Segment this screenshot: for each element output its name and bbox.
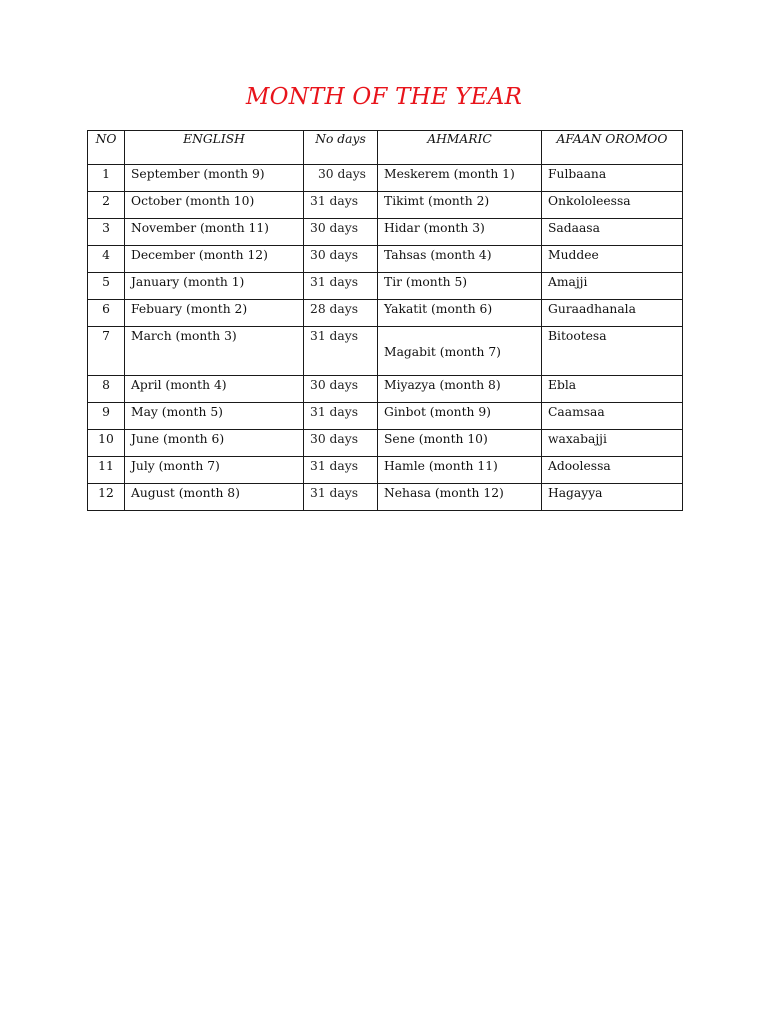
number-of-days: 31 days xyxy=(304,327,378,376)
row-number: 4 xyxy=(88,246,125,273)
table-row xyxy=(88,484,683,511)
english-month: December (month 12) xyxy=(125,246,304,273)
row-number: 7 xyxy=(88,327,125,376)
afaan-oromoo-month: Muddee xyxy=(542,246,683,273)
header-no: NO xyxy=(88,131,125,165)
number-of-days: 30 days xyxy=(304,430,378,457)
header-english: ENGLISH xyxy=(125,131,304,165)
english-month: October (month 10) xyxy=(125,192,304,219)
afaan-oromoo-month: Sadaasa xyxy=(542,219,683,246)
english-month: September (month 9) xyxy=(125,165,304,192)
row-number: 2 xyxy=(88,192,125,219)
afaan-oromoo-month: Caamsaa xyxy=(542,403,683,430)
number-of-days: 31 days xyxy=(304,457,378,484)
afaan-oromoo-month: Hagayya xyxy=(542,484,683,511)
afaan-oromoo-month: Onkololeessa xyxy=(542,192,683,219)
afaan-oromoo-month: Fulbaana xyxy=(542,165,683,192)
afaan-oromoo-month: Guraadhanala xyxy=(542,300,683,327)
ahmaric-month: Ginbot (month 9) xyxy=(378,403,542,430)
table-row xyxy=(88,403,683,430)
english-month: July (month 7) xyxy=(125,457,304,484)
header-ahmaric: AHMARIC xyxy=(378,131,542,165)
table-row xyxy=(88,300,683,327)
header-afaan-oromoo: AFAAN OROMOO xyxy=(542,131,683,165)
page-title: MONTH OF THE YEAR xyxy=(245,84,523,110)
ahmaric-month: Meskerem (month 1) xyxy=(378,165,542,192)
afaan-oromoo-month: waxabajji xyxy=(542,430,683,457)
afaan-oromoo-month: Bitootesa xyxy=(542,327,683,376)
table-row xyxy=(88,192,683,219)
ahmaric-month: Magabit (month 7) xyxy=(378,327,542,376)
ahmaric-month: Tahsas (month 4) xyxy=(378,246,542,273)
number-of-days: 30 days xyxy=(304,246,378,273)
number-of-days: 31 days xyxy=(304,192,378,219)
english-month: August (month 8) xyxy=(125,484,304,511)
ahmaric-month: Miyazya (month 8) xyxy=(378,376,542,403)
english-month: January (month 1) xyxy=(125,273,304,300)
table-row xyxy=(88,219,683,246)
row-number: 5 xyxy=(88,273,125,300)
table-row xyxy=(88,246,683,273)
ahmaric-month: Yakatit (month 6) xyxy=(378,300,542,327)
ahmaric-month: Sene (month 10) xyxy=(378,430,542,457)
table-row xyxy=(88,430,683,457)
months-table xyxy=(87,130,683,511)
table-row xyxy=(88,165,683,192)
table-row xyxy=(88,327,683,376)
row-number: 10 xyxy=(88,430,125,457)
english-month: April (month 4) xyxy=(125,376,304,403)
row-number: 6 xyxy=(88,300,125,327)
afaan-oromoo-month: Ebla xyxy=(542,376,683,403)
english-month: March (month 3) xyxy=(125,327,304,376)
row-number: 9 xyxy=(88,403,125,430)
number-of-days: 31 days xyxy=(304,403,378,430)
afaan-oromoo-month: Amajji xyxy=(542,273,683,300)
header-days: No days xyxy=(304,131,378,165)
ahmaric-month: Hidar (month 3) xyxy=(378,219,542,246)
ahmaric-month: Tikimt (month 2) xyxy=(378,192,542,219)
english-month: Febuary (month 2) xyxy=(125,300,304,327)
header-row xyxy=(88,131,683,165)
number-of-days: 30 days xyxy=(304,165,378,192)
english-month: June (month 6) xyxy=(125,430,304,457)
ahmaric-month: Hamle (month 11) xyxy=(378,457,542,484)
ahmaric-month: Nehasa (month 12) xyxy=(378,484,542,511)
number-of-days: 30 days xyxy=(304,219,378,246)
afaan-oromoo-month: Adoolessa xyxy=(542,457,683,484)
number-of-days: 28 days xyxy=(304,300,378,327)
ahmaric-month: Tir (month 5) xyxy=(378,273,542,300)
table-row xyxy=(88,376,683,403)
english-month: May (month 5) xyxy=(125,403,304,430)
table-row xyxy=(88,273,683,300)
number-of-days: 31 days xyxy=(304,484,378,511)
row-number: 1 xyxy=(88,165,125,192)
row-number: 12 xyxy=(88,484,125,511)
table-row xyxy=(88,457,683,484)
number-of-days: 30 days xyxy=(304,376,378,403)
row-number: 8 xyxy=(88,376,125,403)
number-of-days: 31 days xyxy=(304,273,378,300)
row-number: 3 xyxy=(88,219,125,246)
english-month: November (month 11) xyxy=(125,219,304,246)
row-number: 11 xyxy=(88,457,125,484)
